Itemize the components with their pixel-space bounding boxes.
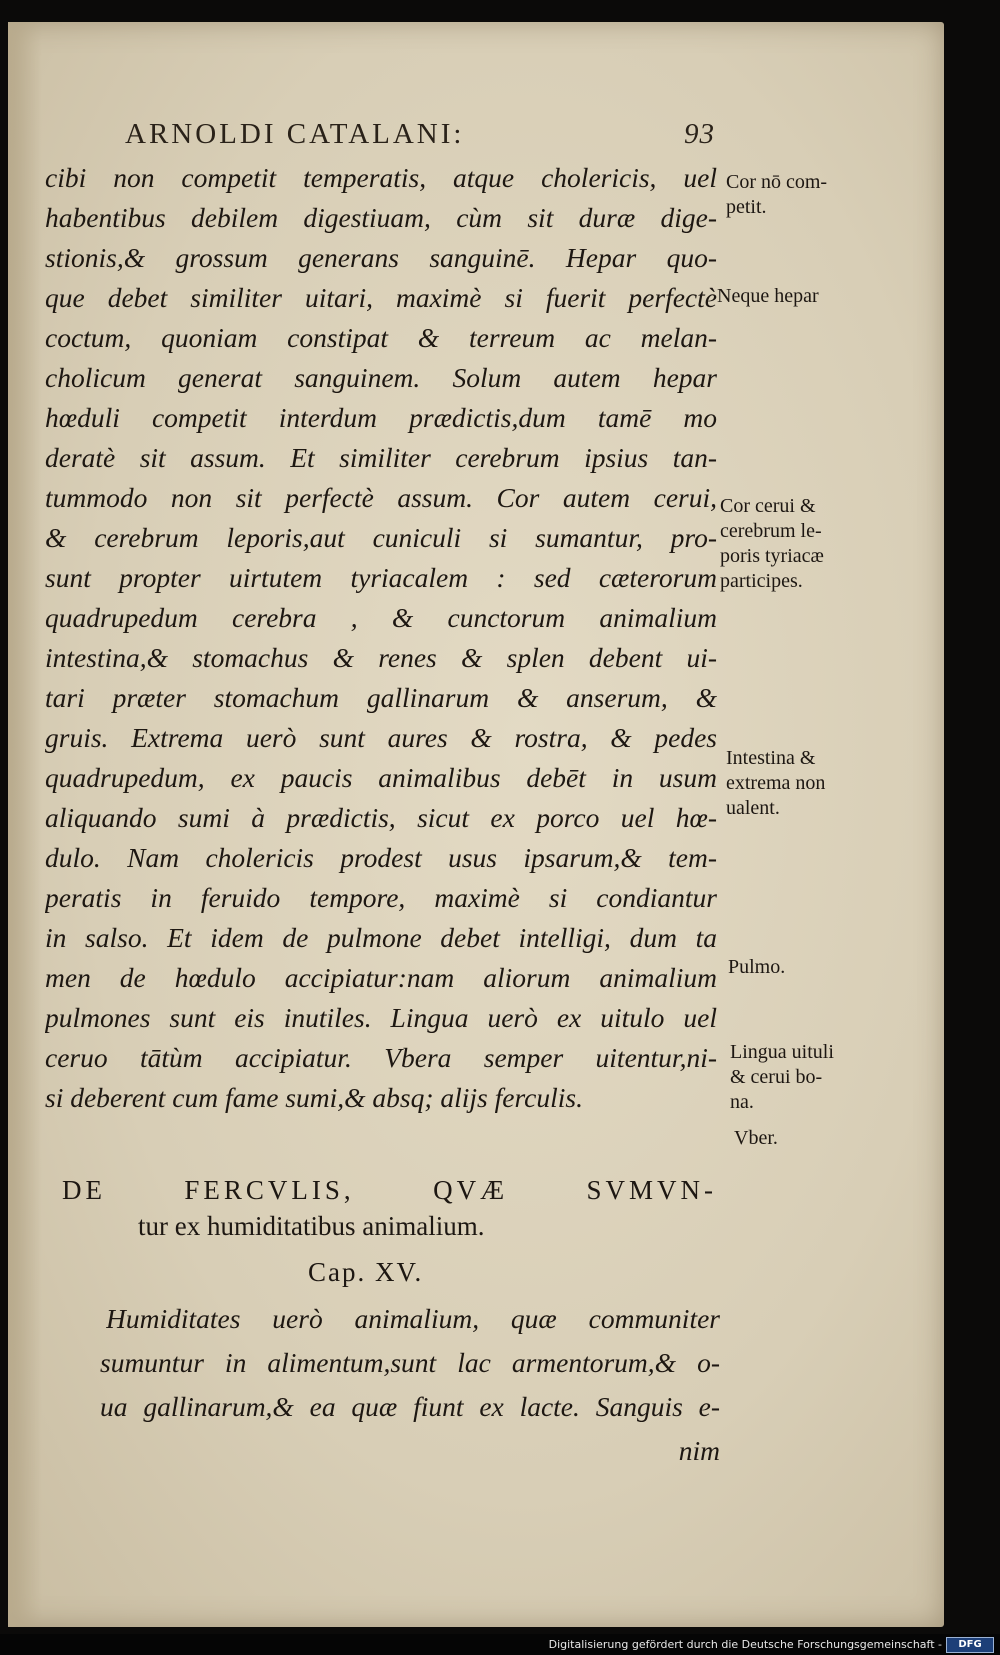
text-line: tummodo non sit perfectè assum. Cor autem cerui, xyxy=(45,482,717,513)
text-line: stionis,& grossum generans sanguinē. Hepar quo- xyxy=(45,242,717,273)
dfg-logo: DFG xyxy=(946,1637,994,1653)
marginal-note: Cor nō com- petit. xyxy=(726,171,828,218)
text-line: gruis. Extrema uerò sunt aures & rostra, & pedes xyxy=(45,722,717,753)
text-line: Humiditates uerò animalium, quæ communiter xyxy=(106,1303,720,1334)
text-line: pulmones sunt eis inutiles. Lingua uerò ex uitulo uel xyxy=(45,1002,717,1033)
marginal-note: Neque hepar xyxy=(717,285,819,307)
text-line: hœduli competit interdum prædictis,dum tamē mo xyxy=(45,402,717,433)
chapter-number: Cap. XV. xyxy=(308,1257,424,1287)
text-line: si deberent cum fame sumi,& absq; alijs ferculis. xyxy=(45,1082,583,1113)
text-line: dulo. Nam cholericis prodest usus ipsarum,& tem- xyxy=(45,842,717,873)
text-line: peratis in feruido tempore, maximè si condiantur xyxy=(45,882,717,913)
text-line: que debet similiter uitari, maximè si fuerit perfectè xyxy=(45,282,717,313)
text-line: tari præter stomachum gallinarum & anserum, & xyxy=(45,682,717,713)
marginal-note: Cor cerui & cerebrum le- poris tyriacæ participes. xyxy=(720,495,824,592)
text-line: deratè sit assum. Et similiter cerebrum ipsius tan- xyxy=(45,442,717,473)
text-line: men de hœdulo accipiatur:nam aliorum animalium xyxy=(45,962,717,993)
marginal-note: Vber. xyxy=(734,1127,778,1149)
chapter-title: DE FERCVLIS, QVÆ SVMVN- xyxy=(62,1175,717,1205)
text-line: cibi non competit temperatis, atque cholericis, uel xyxy=(45,162,717,193)
text-line: sunt propter uirtutem tyriacalem : sed cæterorum xyxy=(45,562,717,593)
page-gutter-shadow xyxy=(8,22,42,1627)
chapter-subtitle: tur ex humiditatibus animalium. xyxy=(138,1211,485,1241)
catchword: nim xyxy=(678,1435,720,1466)
text-line: quadrupedum, ex paucis animalibus debēt in usum xyxy=(45,762,717,793)
text-line: ua gallinarum,& ea quæ fiunt ex lacte. Sanguis e- xyxy=(100,1391,720,1422)
text-line: sumuntur in alimentum,sunt lac armentorum,& o- xyxy=(100,1347,720,1378)
text-line: aliquando sumi à prædictis, sicut ex porco uel hœ- xyxy=(45,802,717,833)
running-title: ARNOLDI CATALANI: xyxy=(125,118,465,150)
text-line: coctum, quoniam constipat & terreum ac melan- xyxy=(45,322,717,353)
text-line: & cerebrum leporis,aut cuniculi si sumantur, pro- xyxy=(45,522,717,553)
text-line: habentibus debilem digestiuam, cùm sit duræ dige- xyxy=(45,202,717,233)
text-line: intestina,& stomachus & renes & splen debent ui- xyxy=(45,642,717,673)
marginal-note: Lingua uituli & cerui bo- na. xyxy=(730,1041,834,1113)
marginal-note: Pulmo. xyxy=(728,956,786,978)
funding-credit: Digitalisierung gefördert durch die Deutsche Forschungsgemeinschaft - xyxy=(548,1638,942,1651)
text-line: ceruo tātùm accipiatur. Vbera semper uitentur,ni- xyxy=(45,1042,717,1073)
folio-number: 93 xyxy=(684,118,715,150)
text-line: quadrupedum cerebra , & cunctorum animalium xyxy=(45,602,717,633)
running-header xyxy=(125,118,715,151)
marginal-note: Intestina & extrema non ualent. xyxy=(726,747,826,819)
text-line: in salso. Et idem de pulmone debet intelligi, dum ta xyxy=(45,922,717,953)
text-line: cholicum generat sanguinem. Solum autem hepar xyxy=(45,362,717,393)
